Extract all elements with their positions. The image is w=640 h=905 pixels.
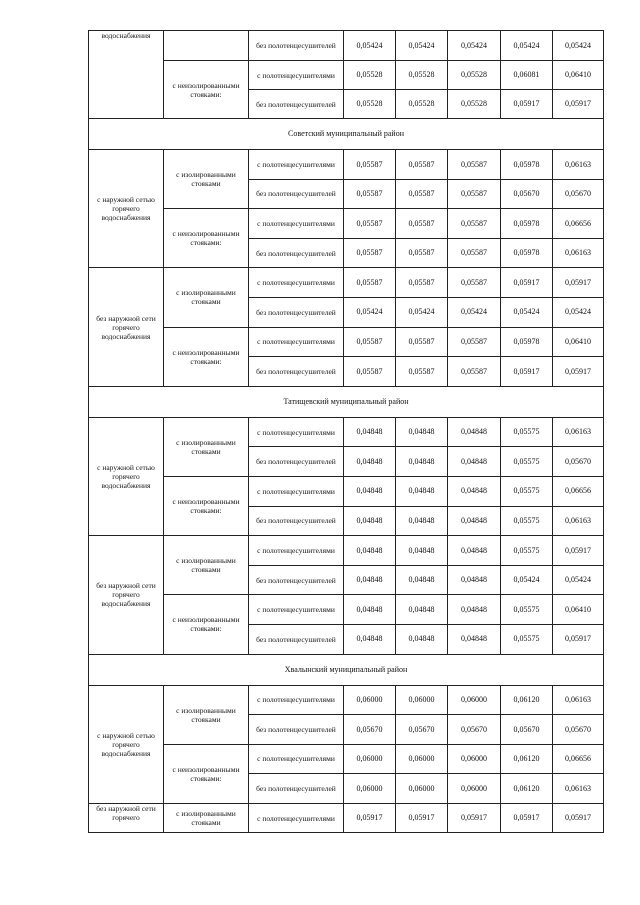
value-cell: 0,06163: [553, 417, 604, 447]
value-cell: 0,05528: [396, 90, 448, 119]
hot-water-network-cell: без наружной сети горячего водоснабжения: [89, 268, 164, 386]
pipe-type-cell: с полотенцесушителями: [249, 150, 344, 180]
value-cell: 0,05575: [501, 447, 553, 477]
value-cell: 0,04848: [396, 506, 448, 536]
value-cell: 0,05670: [448, 715, 501, 745]
value-cell: 0,05587: [344, 268, 396, 298]
pipe-type-cell: без полотенцесушителей: [249, 31, 344, 61]
riser-type-cell: с изолированными стояками: [164, 268, 249, 327]
value-cell: 0,05575: [501, 506, 553, 536]
value-cell: 0,05587: [344, 327, 396, 357]
pipe-type-cell: без полотенцесушителей: [249, 179, 344, 209]
value-cell: 0,06163: [553, 685, 604, 715]
value-cell: 0,05575: [501, 595, 553, 625]
table-row: [89, 417, 604, 447]
pipe-type-cell: с полотенцесушителями: [249, 476, 344, 506]
pipe-type-cell: с полотенцесушителями: [249, 744, 344, 774]
riser-type-cell: с неизолированными стояками:: [164, 744, 249, 803]
table-row: [89, 61, 604, 90]
value-cell: 0,04848: [344, 536, 396, 566]
value-cell: 0,04848: [448, 417, 501, 447]
value-cell: 0,05424: [448, 297, 501, 327]
value-cell: 0,05587: [396, 150, 448, 180]
hot-water-network-cell: с наружной сетью горячего водоснабжения: [89, 685, 164, 803]
value-cell: 0,04848: [448, 624, 501, 654]
value-cell: 0,04848: [448, 447, 501, 477]
value-cell: 0,04848: [396, 417, 448, 447]
value-cell: 0,04848: [396, 536, 448, 566]
value-cell: 0,05917: [501, 90, 553, 119]
riser-type-cell: с изолированными стояками: [164, 685, 249, 744]
table-row: [89, 476, 604, 506]
value-cell: 0,05424: [501, 31, 553, 61]
hot-water-network-cell: без наружной сети горячего: [89, 803, 164, 833]
value-cell: 0,05587: [448, 327, 501, 357]
value-cell: 0,06000: [396, 685, 448, 715]
value-cell: 0,05424: [344, 297, 396, 327]
value-cell: 0,06000: [344, 685, 396, 715]
table-row: [89, 386, 604, 417]
value-cell: 0,05424: [553, 297, 604, 327]
value-cell: 0,05670: [553, 447, 604, 477]
value-cell: 0,05917: [501, 268, 553, 298]
value-cell: 0,05424: [501, 565, 553, 595]
value-cell: 0,05917: [553, 268, 604, 298]
value-cell: 0,04848: [344, 417, 396, 447]
pipe-type-cell: с полотенцесушителями: [249, 417, 344, 447]
value-cell: 0,05587: [396, 209, 448, 239]
hot-water-network-cell: водоснабжения: [89, 31, 164, 119]
pipe-type-cell: без полотенцесушителей: [249, 238, 344, 268]
value-cell: 0,05424: [553, 565, 604, 595]
value-cell: 0,05917: [501, 803, 553, 833]
value-cell: 0,05424: [448, 31, 501, 61]
pipe-type-cell: без полотенцесушителей: [249, 774, 344, 804]
riser-type-cell: с изолированными стояками: [164, 536, 249, 595]
table-row: [89, 685, 604, 715]
value-cell: 0,05424: [501, 297, 553, 327]
value-cell: 0,05917: [344, 803, 396, 833]
value-cell: 0,06410: [553, 327, 604, 357]
value-cell: 0,06000: [344, 774, 396, 804]
hot-water-network-cell: с наружной сетью горячего водоснабжения: [89, 417, 164, 535]
value-cell: 0,06000: [396, 744, 448, 774]
value-cell: 0,04848: [396, 565, 448, 595]
value-cell: 0,05917: [553, 357, 604, 387]
value-cell: 0,06000: [448, 744, 501, 774]
value-cell: 0,05528: [396, 61, 448, 90]
value-cell: 0,05575: [501, 476, 553, 506]
table-row: [89, 150, 604, 180]
value-cell: 0,05587: [396, 238, 448, 268]
riser-type-cell: с изолированными стояками: [164, 417, 249, 476]
value-cell: 0,04848: [448, 506, 501, 536]
value-cell: 0,06000: [396, 774, 448, 804]
pipe-type-cell: с полотенцесушителями: [249, 209, 344, 239]
pipe-type-cell: с полотенцесушителями: [249, 595, 344, 625]
value-cell: 0,05670: [501, 715, 553, 745]
value-cell: 0,05587: [448, 238, 501, 268]
value-cell: 0,05917: [501, 357, 553, 387]
value-cell: 0,05587: [448, 150, 501, 180]
table-row: [89, 536, 604, 566]
pipe-type-cell: с полотенцесушителями: [249, 327, 344, 357]
value-cell: 0,04848: [344, 565, 396, 595]
value-cell: 0,04848: [396, 595, 448, 625]
value-cell: 0,06163: [553, 238, 604, 268]
riser-type-cell: с изолированными стояками: [164, 150, 249, 209]
value-cell: 0,05424: [396, 297, 448, 327]
value-cell: 0,04848: [448, 536, 501, 566]
value-cell: 0,05587: [396, 179, 448, 209]
value-cell: 0,05670: [553, 715, 604, 745]
value-cell: 0,05424: [553, 31, 604, 61]
value-cell: 0,05528: [344, 90, 396, 119]
pipe-type-cell: с полотенцесушителями: [249, 803, 344, 833]
value-cell: 0,04848: [448, 595, 501, 625]
value-cell: 0,05424: [344, 31, 396, 61]
value-cell: 0,05587: [448, 357, 501, 387]
pipe-type-cell: с полотенцесушителями: [249, 268, 344, 298]
district-header: Хвалынский муниципальный район: [89, 654, 604, 685]
value-cell: 0,06120: [501, 774, 553, 804]
value-cell: 0,06410: [553, 61, 604, 90]
pipe-type-cell: без полотенцесушителей: [249, 715, 344, 745]
value-cell: 0,05978: [501, 209, 553, 239]
value-cell: 0,06000: [448, 685, 501, 715]
tariff-table: [88, 30, 604, 833]
value-cell: 0,05670: [344, 715, 396, 745]
value-cell: 0,05670: [396, 715, 448, 745]
table-row: [89, 31, 604, 61]
pipe-type-cell: с полотенцесушителями: [249, 685, 344, 715]
value-cell: 0,05587: [448, 268, 501, 298]
pipe-type-cell: без полотенцесушителей: [249, 506, 344, 536]
table-row: [89, 654, 604, 685]
value-cell: 0,05587: [344, 150, 396, 180]
table-row: [89, 744, 604, 774]
value-cell: 0,05587: [344, 357, 396, 387]
hot-water-network-cell: без наружной сети горячего водоснабжения: [89, 536, 164, 654]
value-cell: 0,06656: [553, 209, 604, 239]
value-cell: 0,05978: [501, 150, 553, 180]
district-header: Татищевский муниципальный район: [89, 386, 604, 417]
value-cell: 0,05528: [448, 61, 501, 90]
value-cell: 0,05917: [553, 90, 604, 119]
value-cell: 0,05587: [344, 209, 396, 239]
pipe-type-cell: без полотенцесушителей: [249, 624, 344, 654]
value-cell: 0,05587: [344, 238, 396, 268]
value-cell: 0,05528: [344, 61, 396, 90]
value-cell: 0,05917: [396, 803, 448, 833]
value-cell: 0,04848: [344, 595, 396, 625]
riser-type-cell: с неизолированными стояками:: [164, 476, 249, 535]
table-row: [89, 803, 604, 833]
hot-water-network-cell: с наружной сетью горячего водоснабжения: [89, 150, 164, 268]
value-cell: 0,04848: [396, 476, 448, 506]
value-cell: 0,05917: [448, 803, 501, 833]
table-row: [89, 327, 604, 357]
riser-type-cell: [164, 31, 249, 61]
value-cell: 0,05917: [553, 624, 604, 654]
value-cell: 0,06410: [553, 595, 604, 625]
value-cell: 0,06656: [553, 476, 604, 506]
value-cell: 0,06163: [553, 774, 604, 804]
value-cell: 0,04848: [344, 447, 396, 477]
riser-type-cell: с изолированными стояками: [164, 803, 249, 833]
pipe-type-cell: с полотенцесушителями: [249, 536, 344, 566]
value-cell: 0,05528: [448, 90, 501, 119]
value-cell: 0,05587: [344, 179, 396, 209]
value-cell: 0,05575: [501, 536, 553, 566]
value-cell: 0,04848: [396, 624, 448, 654]
value-cell: 0,05587: [396, 327, 448, 357]
value-cell: 0,06163: [553, 150, 604, 180]
value-cell: 0,05670: [553, 179, 604, 209]
pipe-type-cell: без полотенцесушителей: [249, 90, 344, 119]
riser-type-cell: с неизолированными стояками:: [164, 595, 249, 654]
value-cell: 0,05587: [448, 179, 501, 209]
value-cell: 0,04848: [448, 476, 501, 506]
value-cell: 0,05978: [501, 327, 553, 357]
value-cell: 0,06120: [501, 685, 553, 715]
value-cell: 0,06081: [501, 61, 553, 90]
value-cell: 0,04848: [396, 447, 448, 477]
value-cell: 0,05917: [553, 803, 604, 833]
value-cell: 0,05424: [396, 31, 448, 61]
value-cell: 0,05587: [396, 268, 448, 298]
value-cell: 0,05587: [396, 357, 448, 387]
table-row: [89, 595, 604, 625]
value-cell: 0,05575: [501, 624, 553, 654]
value-cell: 0,04848: [448, 565, 501, 595]
table-row: [89, 119, 604, 150]
value-cell: 0,04848: [344, 624, 396, 654]
value-cell: 0,05575: [501, 417, 553, 447]
value-cell: 0,05670: [501, 179, 553, 209]
pipe-type-cell: без полотенцесушителей: [249, 447, 344, 477]
value-cell: 0,06000: [448, 774, 501, 804]
riser-type-cell: с неизолированными стояками:: [164, 61, 249, 119]
value-cell: 0,04848: [344, 476, 396, 506]
table-row: [89, 209, 604, 239]
value-cell: 0,05978: [501, 238, 553, 268]
riser-type-cell: с неизолированными стояками:: [164, 209, 249, 268]
value-cell: 0,05917: [553, 536, 604, 566]
pipe-type-cell: без полотенцесушителей: [249, 297, 344, 327]
value-cell: 0,06120: [501, 744, 553, 774]
value-cell: 0,04848: [344, 506, 396, 536]
district-header: Советский муниципальный район: [89, 119, 604, 150]
table-row: [89, 268, 604, 298]
value-cell: 0,06656: [553, 744, 604, 774]
value-cell: 0,06163: [553, 506, 604, 536]
riser-type-cell: с неизолированными стояками:: [164, 327, 249, 386]
pipe-type-cell: с полотенцесушителями: [249, 61, 344, 90]
pipe-type-cell: без полотенцесушителей: [249, 357, 344, 387]
pipe-type-cell: без полотенцесушителей: [249, 565, 344, 595]
value-cell: 0,05587: [448, 209, 501, 239]
value-cell: 0,06000: [344, 744, 396, 774]
